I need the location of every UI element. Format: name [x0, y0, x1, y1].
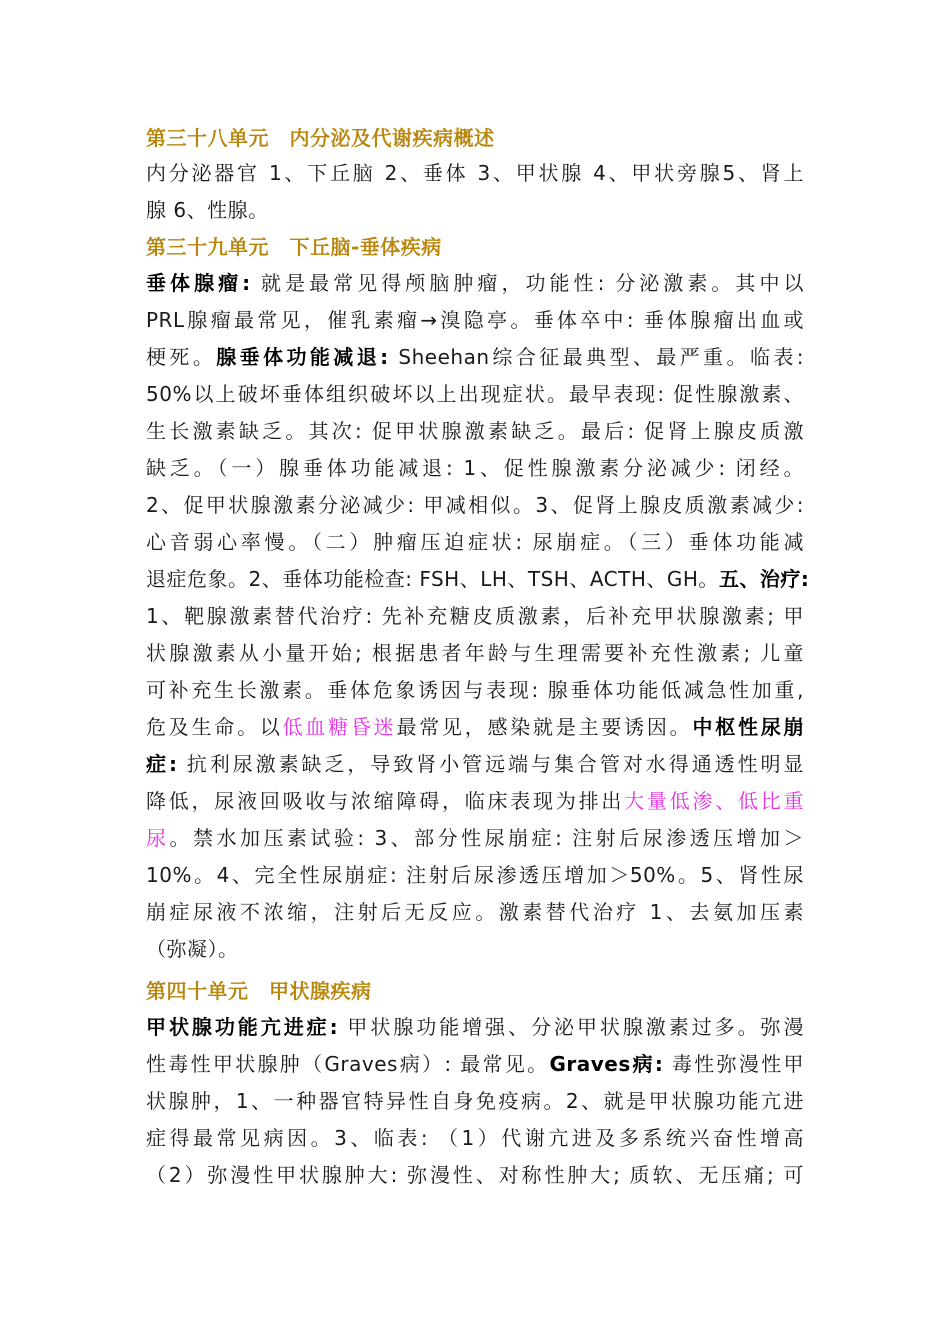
text-line — [146, 677, 804, 703]
text-line — [146, 1125, 804, 1151]
text-run: 就是最常见得颅脑肿瘤，功能性: 分泌激素。其中以 — [250, 271, 805, 295]
bold-term: Graves病: — [549, 1052, 664, 1076]
text-run: 生长激素缺乏。其次: 促甲状腺激素缺乏。最后: 促肾上腺皮质激 — [146, 419, 804, 443]
section-heading — [146, 125, 495, 151]
text-line — [146, 492, 804, 518]
heading-text: 第三十八单元 内分泌及代谢疾病概述 — [146, 126, 495, 150]
heading-text: 第四十单元 甲状腺疾病 — [146, 979, 372, 1003]
text-line — [146, 197, 269, 223]
text-run: 内分泌器官 1、下丘脑 2、垂体 3、甲状腺 4、甲状旁腺5、肾上 — [146, 161, 804, 185]
text-run: 可补充生长激素。垂体危象诱因与表现: 腺垂体功能低减急性加重, — [146, 678, 804, 702]
highlighted-text: 尿 — [146, 826, 170, 850]
text-line — [146, 603, 804, 629]
text-line — [146, 788, 804, 814]
text-run: 心音弱心率慢。（二）肿瘤压迫症状: 尿崩症。（三）垂体功能减 — [146, 530, 804, 554]
text-line — [146, 455, 804, 481]
text-line — [146, 344, 804, 370]
bold-term: 中枢性尿崩 — [692, 715, 805, 739]
bold-term: 甲状腺功能亢进症: — [146, 1015, 339, 1039]
text-run: 状腺肿，1、一种器官特异性自身免疫病。2、就是甲状腺功能亢进 — [146, 1089, 804, 1113]
text-run: 状腺激素从小量开始; 根据患者年龄与生理需要补充性激素; 儿童 — [146, 641, 804, 665]
bold-term: 五、治疗: — [718, 567, 810, 591]
bold-term: 垂体腺瘤: — [146, 271, 251, 295]
text-run: 崩症尿液不浓缩，注射后无反应。激素替代治疗 1、去氨加压素 — [146, 900, 804, 924]
text-run: 1、靶腺激素替代治疗: 先补充糖皮质激素，后补充甲状腺激素; 甲 — [146, 604, 804, 628]
highlighted-text: 大量低渗、低比重 — [624, 789, 804, 813]
text-line — [146, 307, 804, 333]
text-run: 症得最常见病因。3、临表: （1）代谢亢进及多系统兴奋性增高 — [146, 1126, 804, 1150]
text-run: PRL腺瘤最常见，催乳素瘤→溴隐亭。垂体卒中: 垂体腺瘤出血或 — [146, 308, 804, 332]
text-run: 危及生命。以 — [146, 715, 283, 739]
text-line — [146, 381, 804, 407]
text-run: 性毒性甲状腺肿（Graves病）: 最常见。 — [146, 1052, 550, 1076]
text-run: Sheehan综合征最典型、最严重。临表: — [388, 345, 805, 369]
text-run: 缺乏。（一）腺垂体功能减退: 1、促性腺激素分泌减少: 闭经。 — [146, 456, 804, 480]
text-line — [146, 1014, 804, 1040]
heading-text: 第三十九单元 下丘脑-垂体疾病 — [146, 235, 442, 259]
section-heading — [146, 234, 442, 260]
section-heading — [146, 978, 372, 1004]
text-line — [146, 1051, 804, 1077]
text-line — [146, 640, 804, 666]
text-run: 毒性弥漫性甲 — [663, 1052, 805, 1076]
bold-term: 腺垂体功能减退: — [216, 345, 389, 369]
text-run: 甲状腺功能增强、分泌甲状腺激素过多。弥漫 — [338, 1015, 805, 1039]
text-line — [146, 714, 804, 740]
text-run: （弥凝）。 — [146, 937, 239, 961]
bold-term: 症: — [146, 752, 178, 776]
text-run: 梗死。 — [146, 345, 217, 369]
text-run: 2、促甲状腺激素分泌减少: 甲减相似。3、促肾上腺皮质激素减少: — [146, 493, 804, 517]
text-line — [146, 751, 804, 777]
text-line — [146, 899, 804, 925]
text-line — [146, 270, 804, 296]
text-line — [146, 418, 804, 444]
text-run: （2）弥漫性甲状腺肿大: 弥漫性、对称性肿大; 质软、无压痛; 可 — [146, 1163, 804, 1187]
text-run: 10%。4、完全性尿崩症: 注射后尿渗透压增加＞50%。5、肾性尿 — [146, 863, 804, 887]
text-line — [146, 862, 804, 888]
highlighted-text: 低血糖昏迷 — [282, 715, 397, 739]
text-line — [146, 936, 239, 962]
text-run: 退症危象。2、垂体功能检查: FSH、LH、TSH、ACTH、GH。 — [146, 567, 719, 591]
text-run: 腺 6、性腺。 — [146, 198, 269, 222]
text-line — [146, 529, 804, 555]
text-run: 抗利尿激素缺乏，导致肾小管远端与集合管对水得通透性明显 — [177, 752, 804, 776]
text-run: 降低，尿液回吸收与浓缩障碍，临床表现为排出 — [146, 789, 625, 813]
text-line — [146, 825, 804, 851]
text-line — [146, 1162, 804, 1188]
text-line — [146, 160, 804, 186]
text-run: 。禁水加压素试验: 3、部分性尿崩症: 注射后尿渗透压增加＞ — [169, 826, 805, 850]
text-line — [146, 566, 810, 592]
text-run: 50%以上破坏垂体组织破坏以上出现症状。最早表现: 促性腺激素、 — [146, 382, 804, 406]
text-line — [146, 1088, 804, 1114]
text-run: 最常见，感染就是主要诱因。 — [396, 715, 693, 739]
